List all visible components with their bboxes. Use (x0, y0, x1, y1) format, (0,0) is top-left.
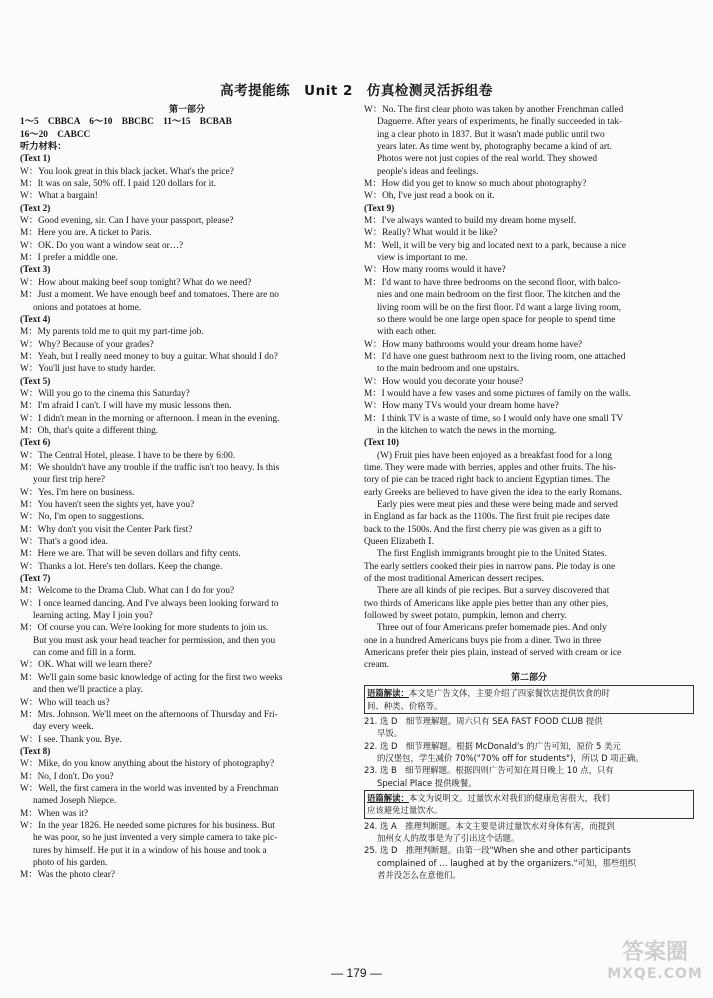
answer-line: 23. 选 B 细节理解题。根据四则广告可知在周日晚上 10 点，只有 (364, 765, 614, 776)
text-line: M：Mrs. Johnson. We'll meet on the afternoons of Thursday and Fri- (20, 709, 278, 720)
answer-line: 者并没怎么在意他们。 (377, 869, 461, 880)
text-line: (Text 9) (364, 203, 395, 214)
box1-text-1: 本文是广告文体，主要介绍了四家餐饮店提供饮食的时 (408, 688, 610, 699)
text-line: and then we'll practice a play. (33, 685, 144, 696)
answers-group-1 (364, 715, 694, 789)
text-line: W：I once learned dancing. And I've always been looking forward to (20, 598, 279, 609)
answer-line: 22. 选 D 细节理解题。根据 McDonald's 的广告可知，原价 5 美元 (364, 740, 621, 751)
text-line: W：How many bathrooms would your dream home have? (364, 339, 583, 350)
answer-line: 24. 选 A 推理判断题。本文主要是讲过量饮水对身体有害，而提到 (364, 820, 615, 831)
text-line: M：When was it? (20, 808, 89, 819)
text-line: learning acting. May I join you? (33, 611, 153, 622)
discourse-analysis-box-2 (364, 790, 694, 819)
text-line: W：OK. Do you want a window seat or…? (20, 240, 184, 251)
text-line: day every week. (33, 722, 94, 733)
box1-line-2: 间、种类、价格等。 (367, 700, 443, 711)
page-number: — 179 — (331, 966, 382, 980)
text-line: W：You'll just have to study harder. (20, 364, 156, 375)
text-line: M：Here you are. A ticket to Paris. (20, 228, 152, 239)
text-line: (Text 5) (20, 376, 51, 387)
text-line: named Joseph Niepce. (33, 796, 117, 807)
text-line: M：Was the photo clear? (20, 870, 116, 881)
text-line: time. They were made with berries, apples and other fruits. The his- (364, 462, 617, 473)
text-line: W：How many rooms would it have? (364, 265, 506, 276)
answer-line: 加州女人的故事是为了引出这个话题。 (377, 832, 520, 843)
text-line: Americans prefer their pies plain, instead of served with cream or ice (364, 648, 622, 659)
text-line: one in a hundred Americans buys pie from a diner. Two in three (364, 635, 601, 646)
text-line: M：Well, it will be very big and located next to a park, because a nice (364, 240, 627, 251)
watermark-logo (600, 935, 710, 995)
text-line: (Text 1) (20, 154, 51, 165)
text-line: Daguerre. After years of experiments, he finally succeeded in tak- (377, 117, 622, 128)
right-column-text (364, 104, 694, 672)
text-line: (Text 7) (20, 574, 51, 585)
text-line: There are all kinds of pie recipes. But a survey discovered that (377, 586, 610, 597)
text-line: Three out of four Americans prefer homemade pies. And only (377, 623, 607, 634)
text-line: M：We shouldn't have any trouble if the traffic isn't too heavy. Is this (20, 462, 280, 473)
text-line: followed by sweet potato, pumpkin, lemon and cherry. (364, 611, 567, 622)
text-line: M：Yeah, but I really need money to buy a guitar. What should I do? (20, 351, 278, 362)
text-line: in the kitchen to watch the news in the morning. (377, 425, 557, 436)
text-line: M：Welcome to the Drama Club. What can I do for you? (20, 586, 235, 597)
answers-group-2 (364, 820, 694, 882)
text-line: M：You haven't seen the sights yet, have you? (20, 500, 195, 510)
text-line: M：How did you get to know so much about photography? (364, 179, 587, 190)
box2-label: 语篇解读： (367, 792, 409, 803)
text-line: ing a clear photo in 1837. But it wasn't made public until two (377, 129, 605, 140)
text-line: W：Good evening, sir. Can I have your passport, please? (20, 216, 234, 227)
text-line: W：Who will teach us? (20, 697, 110, 708)
box2-text-1: 本文为说明文。过量饮水对我们的健康危害很大，我们 (408, 792, 610, 803)
answer-line: 25. 选 D 推理判断题。由第一段"When she and other participants (364, 845, 631, 856)
left-column (20, 104, 354, 882)
text-line: W：In the year 1826. He needed some pictures for his business. But (20, 820, 275, 831)
text-line: M：No, I don't. Do you? (20, 771, 114, 782)
text-line: W：I see. Thank you. Bye. (20, 734, 122, 745)
text-line: (Text 3) (20, 265, 51, 276)
text-line: M：Just a moment. We have enough beef and tomatoes. There are no (20, 290, 279, 301)
text-line: W：Yes. I'm here on business. (20, 487, 135, 498)
text-line: W：How about making beef soup tonight? What do we need? (20, 277, 252, 288)
watermark-line-1: 答案圈 (621, 940, 688, 965)
text-line: W：How would you decorate your house? (364, 376, 524, 387)
text-line: W：Thanks a lot. Here's ten dollars. Keep the change. (20, 561, 223, 572)
watermark-line-2: MXQE.COM (607, 966, 703, 982)
text-line: 第一部分 (168, 105, 205, 115)
text-line: W：What a bargain! (20, 191, 98, 202)
text-line: M：I'd have one guest bathroom next to the living room, one attached (364, 351, 626, 362)
text-line: M：I'd want to have three bedrooms on the second floor, with balco- (364, 277, 621, 288)
right-column (364, 104, 694, 881)
text-line: M：My parents told me to quit my part-time job. (20, 327, 204, 338)
text-line: M：I've always wanted to build my dream home myself. (364, 216, 577, 227)
text-line: can come and fill in a form. (33, 648, 137, 659)
text-line: W：No. The first clear photo was taken by another Frenchman called (364, 105, 624, 115)
text-line: W：That's a good idea. (20, 537, 108, 548)
text-line: W：No, I'm open to suggestions. (20, 512, 145, 523)
text-line: in England as far back as the 1100s. The first fruit pie recipes date (364, 512, 610, 523)
text-line: (Text 10) (364, 438, 400, 449)
text-line: W：Why? Because of your grades? (20, 339, 154, 350)
text-line: M：Why don't you visit the Center Park first? (20, 524, 193, 535)
text-line: (W) Fruit pies have been enjoyed as a breakfast food for a long (377, 450, 612, 461)
text-line: M：I think TV is a waste of time, so I would only have one small TV (364, 413, 624, 424)
text-line: The early settlers cooked their pies in narrow pans. Pie today is one (364, 561, 616, 572)
text-line: M：I'm afraid I can't. I will have my music lessons then. (20, 401, 232, 412)
text-line: W：OK. What will we learn there? (20, 660, 152, 671)
box1-label: 语篇解读： (367, 688, 409, 699)
text-line: two thirds of Americans like apple pies better than any other pies, (364, 598, 609, 609)
answer-line: 的汉堡包，学生减价 70%("70% off for students")，所以 D 项正确。 (377, 752, 644, 763)
text-line: W：Well, the first camera in the world was invented by a Frenchman (20, 783, 279, 794)
text-line: (Text 4) (20, 314, 51, 325)
text-line: W：Will you go to the cinema this Saturday? (20, 388, 190, 399)
text-line: (Text 8) (20, 746, 51, 757)
text-line: W：Mike, do you know anything about the history of photography? (20, 759, 275, 770)
text-line: But you must ask your head teacher for permission, and then you (33, 635, 276, 646)
box2-line-2: 应该避免过量饮水。 (367, 805, 443, 816)
text-line: of the most traditional American dessert recipes. (364, 574, 544, 585)
text-line: back to the 1500s. And the first cherry pie was given as a gift to (364, 524, 602, 535)
text-line: he was poor, so he just invented a very simple camera to take pic- (33, 833, 278, 844)
page-title: 高考提能练 Unit 2 仿真检测灵活拆组卷 (220, 83, 493, 99)
text-line: tory of pie can be traced right back to ancient Egyptian times. The (364, 475, 610, 486)
text-line: nies and one main bedroom on the first floor. The kitchen and the (377, 290, 621, 301)
text-line: years later. As time went by, photography became a kind of art. (377, 142, 612, 153)
text-line: Queen Elizabeth Ⅰ. (364, 537, 435, 548)
part2-title: 第二部分 (510, 672, 547, 683)
text-line: people's ideas and feelings. (377, 166, 479, 177)
text-line: onions and potatoes at home. (33, 302, 142, 313)
text-line: Early pies were meat pies and these were being made and served (377, 500, 618, 510)
text-line: cream. (364, 660, 390, 671)
text-line: W：I didn't mean in the morning or afternoon. I mean in the evening. (20, 413, 280, 424)
text-line: W：How many TVs would your dream home have? (364, 401, 559, 412)
text-line: view is important to me. (377, 253, 468, 264)
text-line: M：I would have a few vases and some pictures of family on the walls. (364, 388, 631, 399)
text-line: with each other. (377, 327, 437, 338)
text-line: M：Here we are. That will be seven dollars and fifty cents. (20, 549, 241, 560)
text-line: M：It was on sale, 50% off. I paid 120 dollars for it. (20, 179, 217, 190)
box2-line-1 (367, 792, 691, 804)
text-line: W：The Central Hotel, please. I have to be there by 6:00. (20, 450, 236, 461)
answer-line: 早饭。 (377, 728, 403, 739)
answer-line: 21. 选 D 细节理解题。周六只有 SEA FAST FOOD CLUB 提供 (364, 715, 603, 726)
text-line: The first English immigrants brought pie to the United States. (377, 549, 607, 560)
text-line: (Text 6) (20, 438, 51, 449)
text-line: living room will be on the first floor. I'd want a large living room, (377, 302, 621, 313)
text-line: W：Really? What would it be like? (364, 228, 498, 239)
text-line: photo of his garden. (33, 857, 108, 868)
text-line: 听力材料： (20, 142, 67, 153)
text-line: (Text 2) (20, 203, 51, 214)
discourse-analysis-box-1 (364, 685, 694, 714)
text-line: early Greeks are believed to have given the idea to the early Romans. (364, 487, 622, 498)
text-line: 1～5 CBBCA 6～10 BBCBC 11～15 BCBAB (20, 117, 232, 128)
answer-line: Special Place 提供晚餐。 (377, 777, 477, 788)
text-line: so there would be one large open space for people to spend time (377, 314, 616, 325)
answer-line: complained of … laughed at by the organizers."可知，那些组织 (377, 857, 637, 868)
text-line: your first trip here? (33, 475, 106, 486)
text-line: 16～20 CABCC (20, 129, 91, 140)
text-line: W：Oh, I've just read a book on it. (364, 191, 495, 202)
text-line: Photos were not just copies of the real world. They showed (377, 154, 598, 165)
text-line: M：Oh, that's quite a different thing. (20, 425, 159, 436)
text-line: to the main bedroom and one upstairs. (377, 364, 520, 375)
text-line: M：We'll gain some basic knowledge of acting for the first two weeks (20, 672, 283, 683)
text-line: tures by himself. He put it in a window of his house and took a (33, 845, 267, 856)
text-line: M：Of course you can. We're looking for more students to join us. (20, 623, 269, 634)
text-line: M：I prefer a middle one. (20, 253, 118, 264)
text-line: W：You look great in this black jacket. What's the price? (20, 166, 234, 177)
box1-line-1 (367, 687, 691, 699)
